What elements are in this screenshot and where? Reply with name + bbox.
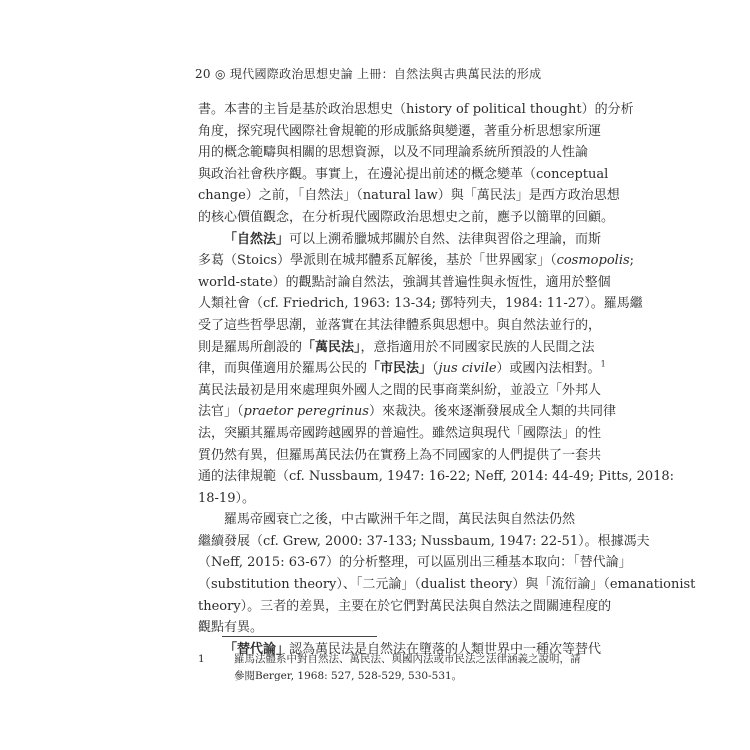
text-run: 律，而與僅適用於羅馬公民的	[198, 361, 368, 377]
text-line: theory）。三者的差異，主要在於它們對萬民法與自然法之間關連程度的	[198, 598, 612, 614]
text-run: 多葛（Stoics）學派則在城邦體系瓦解後，基於「世界國家」（	[198, 253, 557, 269]
text-line	[198, 358, 606, 380]
text-line: 書。本書的主旨是基於政治思想史（history of political thought）的分析	[198, 102, 634, 117]
text-run: 法官」（	[198, 404, 244, 420]
text-line: 受了這些哲學思潮，並落實在其法律體系與思想中。與自然法並行的，	[198, 317, 602, 333]
text-run: ）來裁決。後來逐漸發展成全人類的共同律	[368, 404, 616, 420]
text-line: 萬民法最初是用來處理與外國人之間的民事商業糾紛，並設立「外邦人	[198, 382, 602, 398]
footnote-number: 1	[198, 653, 205, 665]
text-line: 角度，探究現代國際社會規範的形成脈絡與變遷，著重分析思想家所運	[198, 123, 602, 139]
text-line: 人類社會（cf. Friedrich, 1963: 13-34; 鄧特列夫，1984: 11-27）。羅馬繼	[198, 296, 643, 312]
italic-term: cosmopolis	[556, 253, 630, 269]
paragraph-3	[198, 509, 696, 639]
text-line	[198, 401, 616, 423]
text-run: 則是羅馬所創設的	[198, 339, 303, 355]
text-line	[198, 337, 595, 359]
paragraph-1	[198, 99, 634, 229]
text-run: 認為萬民法是自然法在墮落的人類世界中一種次等替代	[289, 641, 602, 657]
text-line: 的核心價值觀念，在分析現代國際政治思想史之前，應予以簡單的回顧。	[198, 209, 615, 225]
text-line	[198, 250, 635, 272]
text-run: ;	[629, 253, 635, 269]
running-head: 20 ◎ 現代國際政治思想史論 上冊：自然法與古典萬民法的形成	[195, 67, 542, 81]
paragraph-2	[198, 229, 675, 510]
text-line: 用的概念範疇與相關的思想資源，以及不同理論系統所預設的人性論	[198, 145, 589, 161]
term-substitution-theory: 「替代論」	[224, 641, 290, 657]
body-text	[198, 99, 696, 660]
italic-term: jus civile	[438, 361, 497, 377]
text-line: 法，突顯其羅馬帝國跨越國界的普遍性。雖然這與現代「國際法」的性	[198, 425, 602, 441]
text-line: 觀點有異。	[198, 620, 264, 636]
text-run: 可以上溯希臘城邦關於自然、法律與習俗之理論，而斯	[289, 231, 602, 247]
text-line: 與政治社會秩序觀。事實上，在邊沁提出前述的概念變革（conceptual	[198, 166, 609, 182]
text-run: ）或國內法相對。	[496, 361, 601, 377]
text-line: world-state）的觀點討論自然法，強調其普遍性與永恆性，適用於整個	[198, 274, 611, 290]
footnote-ref[interactable]: 1	[600, 359, 606, 369]
text-line	[198, 229, 602, 251]
text-line: 通的法律規範（cf. Nussbaum, 1947: 16-22; Neff, 2014: 44-49; Pitts, 2018:	[198, 469, 675, 485]
term-jus-gentium: 「萬民法」	[302, 339, 361, 355]
text-line: （Neff, 2015: 63-67）的分析整理，可以區別出三種基本取向：「替代論」	[198, 555, 632, 571]
italic-term: praetor peregrinus	[243, 404, 369, 420]
footnote-line: 羅馬法體系中對自然法、萬民法、與國內法或市民法之法律涵義之說明，請	[234, 653, 581, 665]
text-run: ，意指適用於不同國家民族的人民間之法	[360, 339, 595, 355]
footnote-line: 參閱Berger, 1968: 527, 528-529, 530-531。	[234, 670, 463, 682]
text-line: （substitution theory）、「二元論」（dualist theory）與「流衍論」（emanationist	[198, 577, 696, 593]
text-line: 18-19）。	[198, 490, 255, 506]
term-civil-law: 「市民法」	[367, 361, 433, 377]
text-run: （	[432, 361, 439, 377]
footnote-divider	[222, 636, 377, 637]
text-line: 繼續發展（cf. Grew, 2000: 37-133; Nussbaum, 1947: 22-51）。根據馮夫	[198, 533, 650, 549]
text-line: 羅馬帝國衰亡之後，中古歐洲千年之間，萬民法與自然法仍然	[224, 512, 576, 528]
term-natural-law: 「自然法」	[224, 231, 290, 247]
text-line: 質仍然有異，但羅馬萬民法仍在實務上為不同國家的人們提供了一套共	[198, 447, 602, 463]
text-line: change）之前，「自然法」（natural law）與「萬民法」是西方政治思想	[198, 188, 620, 204]
footnote	[198, 651, 581, 685]
footnote-text	[234, 651, 581, 685]
